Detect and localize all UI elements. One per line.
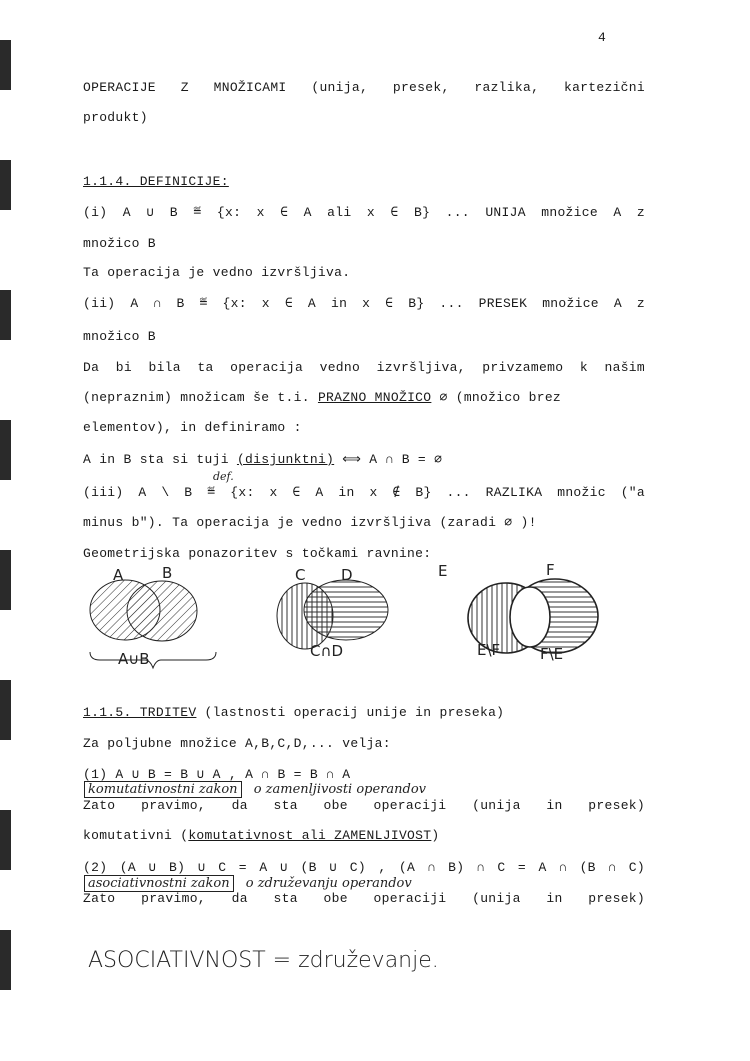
associative-law: (2) (A ∪ B) ∪ C = A ∪ (B ∪ C) , (A ∩ B) ∩ C = A ∩ (B ∩ C) [83, 860, 645, 875]
handwritten-text: o združevanju operandov [245, 876, 412, 891]
diagram-caption: F\E [540, 645, 564, 663]
text-line: množico B [83, 236, 156, 251]
text-line: Da bi bila ta operacija vedno izvršljiva, privzamemo k našim [83, 360, 645, 375]
definition-intersection: (ii) A ∩ B ≝ {x: x ∈ A in x ∈ B} ... PRESEK množice A z [83, 296, 645, 311]
handwritten-note [84, 783, 426, 797]
title-line: OPERACIJE Z MNOŽICAMI (unija, presek, razlika, kartezični [83, 80, 645, 95]
text-line: Zato pravimo, da sta obe operaciji (unija in presek) [83, 798, 645, 813]
empty-set-term: PRAZNO MNOŽICO [317, 390, 432, 405]
disjoint-term: (disjunktni) [236, 452, 335, 467]
commutative-law: (1) A ∪ B = B ∪ A , A ∩ B = B ∩ A [83, 767, 351, 782]
section-number: 1.1.5. TRDITEV [83, 705, 197, 720]
diagram-caption: C∩D [310, 642, 344, 660]
section-heading: 1.1.4. DEFINICIJE: [83, 174, 229, 189]
text-line: Geometrijska ponazoritev s točkami ravnine: [83, 546, 432, 561]
set-label: E [438, 562, 448, 580]
text-fragment: ⟺ A ∩ B = ∅ [342, 452, 443, 467]
text-fragment: komutativni ( [83, 828, 189, 843]
handwritten-def: def. [213, 470, 234, 483]
text-line: minus b"). Ta operacija je vedno izvršljiva (zaradi ∅ )! [83, 515, 537, 530]
text-line: Zato pravimo, da sta obe operaciji (unija in presek) [83, 891, 645, 906]
binding-mark [0, 420, 11, 480]
definition-difference: (iii) A \ B ≝ {x: x ∈ A in x ∉ B} ... RAZLIKA množic ("a [83, 485, 645, 500]
title-line: produkt) [83, 110, 148, 125]
text-fragment: ) [431, 828, 440, 843]
binding-mark [0, 160, 11, 210]
text-line: množico B [83, 329, 156, 344]
text-line: elementov), in definiramo : [83, 420, 302, 435]
page-number: 4 [598, 30, 606, 45]
section-title: (lastnosti operacij unije in preseka) [204, 705, 505, 720]
set-label: B [162, 564, 173, 582]
binding-mark [0, 930, 11, 990]
text-fragment: (nepraznim) množicam še t.i. [83, 390, 310, 405]
binding-mark [0, 40, 11, 90]
binding-mark [0, 290, 11, 340]
text-line: Za poljubne množice A,B,C,D,... velja: [83, 736, 391, 751]
commutativity-term: komutativnost ali ZAMENLJIVOST [188, 828, 432, 843]
text-fragment: ∅ (množico brez [439, 390, 562, 405]
definition-union: (i) A ∪ B ≝ {x: x ∈ A ali x ∈ B} ... UNIJA množice A z [83, 205, 645, 220]
handwritten-text: o zamenljivosti operandov [253, 782, 427, 797]
venn-intersection [277, 580, 388, 649]
set-label: A [113, 566, 124, 584]
binding-mark [0, 810, 11, 870]
handwritten-footer: ASOCIATIVNOST = združevanje. [88, 948, 439, 973]
handwritten-box: komutativnostni zakon [84, 781, 242, 798]
venn-union [90, 580, 216, 668]
diagram-caption: E\F [477, 641, 501, 659]
text-fragment: A in B sta si tuji [83, 452, 229, 467]
set-label: C [295, 566, 306, 584]
text-line [83, 828, 645, 844]
handwritten-note [84, 877, 412, 891]
text-line [83, 452, 645, 468]
set-label: D [341, 566, 353, 584]
handwritten-box: asociativnostni zakon [84, 875, 234, 892]
text-line [83, 390, 645, 406]
section-heading [83, 705, 645, 721]
set-label: F [546, 561, 555, 579]
text-line: Ta operacija je vedno izvršljiva. [83, 265, 351, 280]
diagram-caption: A∪B [118, 650, 150, 668]
